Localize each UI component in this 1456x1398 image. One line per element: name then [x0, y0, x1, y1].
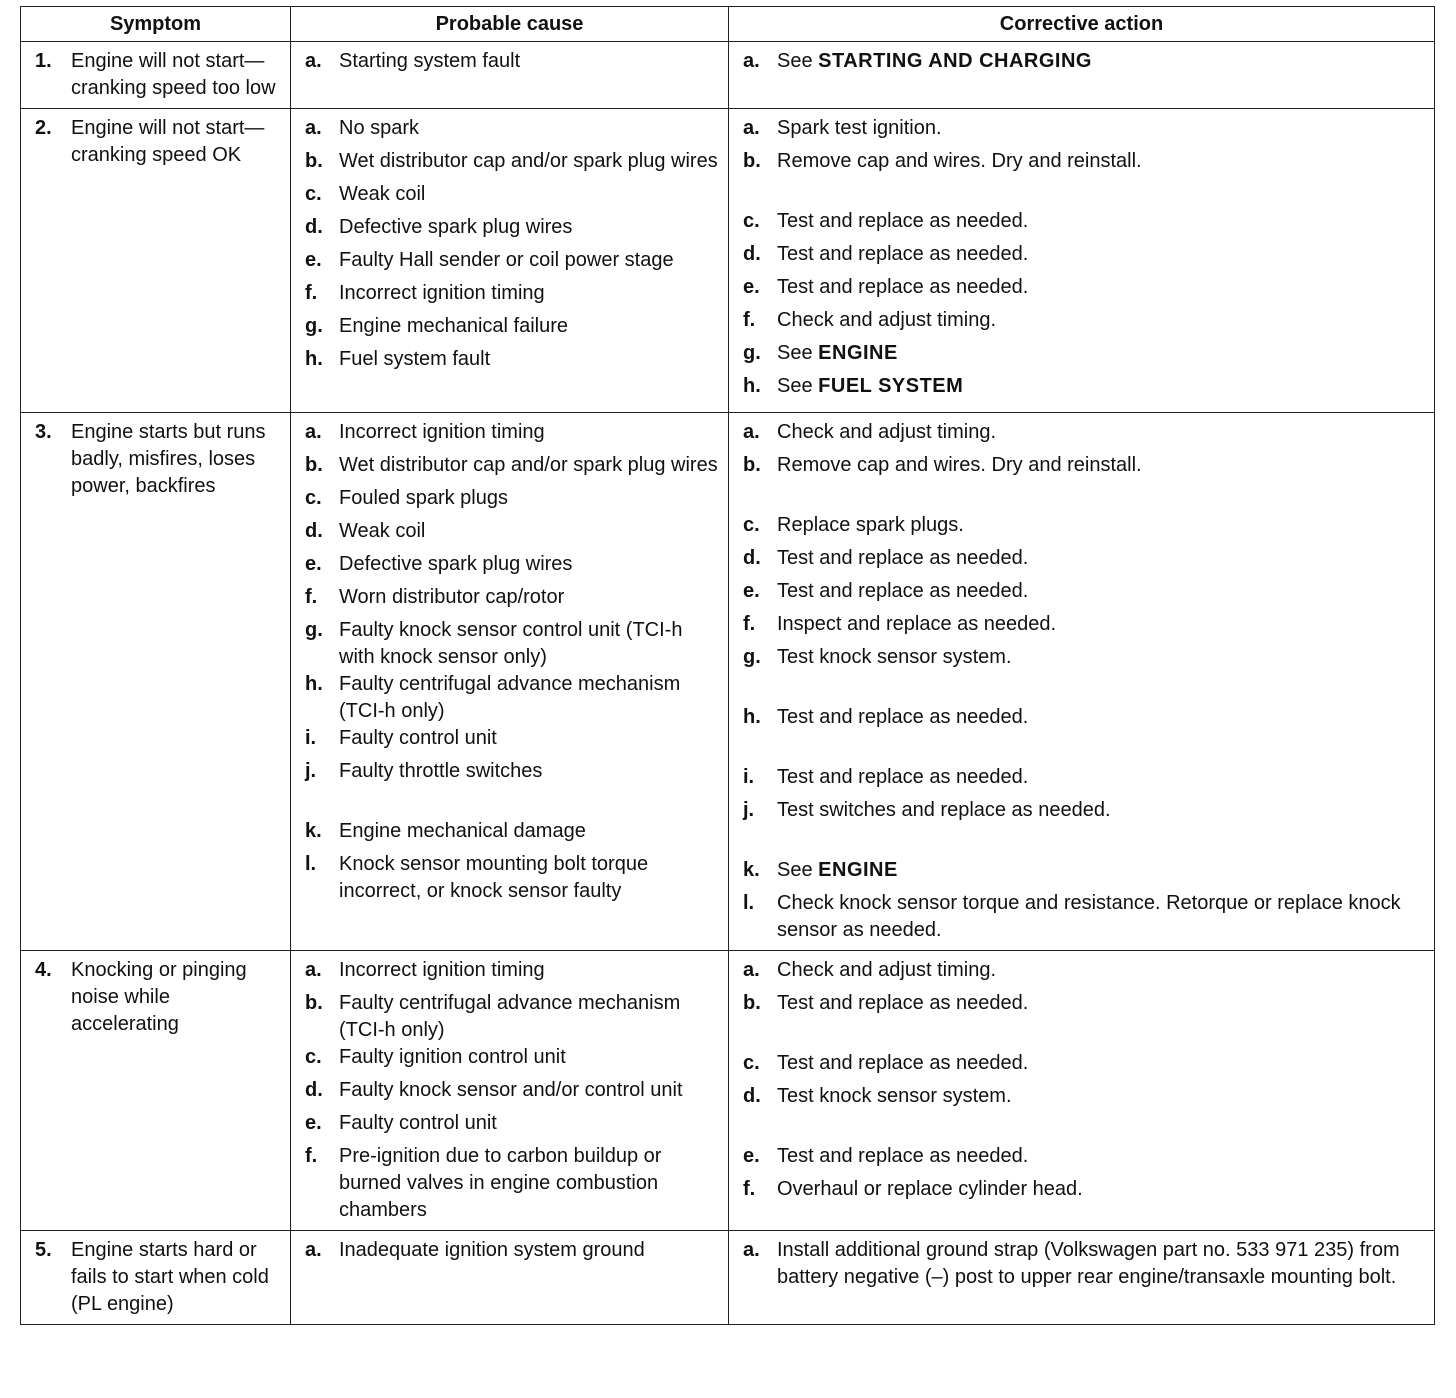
- action-item: [743, 1176, 1426, 1209]
- action-text: [777, 115, 1426, 148]
- cause-cell: [291, 413, 729, 951]
- action-letter: b.: [743, 454, 761, 476]
- action-text: [777, 1237, 1426, 1291]
- action-text: [777, 307, 1426, 340]
- symptom-text: Engine starts hard or fails to start when cold (PL engine): [71, 1239, 269, 1315]
- action-item: [743, 48, 1426, 81]
- action-text: [777, 340, 1426, 373]
- cause-cell: [291, 1231, 729, 1325]
- action-text-body: Test knock sensor system.: [777, 646, 1012, 668]
- section-reference: FUEL SYSTEM: [818, 375, 964, 397]
- symptom-cell: [21, 42, 291, 109]
- cause-text: Weak coil: [339, 183, 426, 205]
- cause-item: [305, 551, 720, 584]
- action-text: [777, 48, 1426, 81]
- action-text: [777, 241, 1426, 274]
- action-letter: d.: [743, 243, 761, 265]
- cause-letter: c.: [305, 487, 322, 509]
- table-row: [21, 109, 1435, 413]
- action-letter: b.: [743, 992, 761, 1014]
- symptom-cell: [21, 109, 291, 413]
- action-item: [743, 890, 1426, 944]
- cause-text: Faulty centrifugal advance mechanism (TCI-h only): [339, 992, 681, 1041]
- cause-letter: h.: [305, 348, 323, 370]
- symptom-cell: [21, 951, 291, 1231]
- cause-letter: d.: [305, 1079, 323, 1101]
- action-text: [777, 990, 1426, 1050]
- cause-item: [305, 617, 720, 671]
- cause-letter: j.: [305, 760, 317, 782]
- action-letter: h.: [743, 706, 761, 728]
- cause-item: [305, 1077, 720, 1110]
- action-item: [743, 545, 1426, 578]
- cause-text: Knock sensor mounting bolt torque incorrect, or knock sensor faulty: [339, 853, 649, 902]
- cause-text: Faulty centrifugal advance mechanism (TCI-h only): [339, 673, 681, 722]
- action-text-body: Remove cap and wires. Dry and reinstall.: [777, 150, 1142, 172]
- cause-letter: a.: [305, 421, 322, 443]
- action-text: [777, 704, 1426, 764]
- action-item: [743, 452, 1426, 512]
- symptom-number: 3.: [35, 421, 52, 443]
- action-letter: i.: [743, 766, 755, 788]
- cause-letter: a.: [305, 50, 322, 72]
- symptom-header: Symptom: [21, 7, 291, 42]
- action-item: [743, 274, 1426, 307]
- cause-item: [305, 957, 720, 990]
- action-item: [743, 340, 1426, 373]
- cause-item: [305, 1044, 720, 1077]
- cause-item: [305, 671, 720, 725]
- action-item: [743, 578, 1426, 611]
- cause-letter: a.: [305, 959, 322, 981]
- cause-text: Faulty Hall sender or coil power stage: [339, 249, 674, 271]
- cause-letter: f.: [305, 282, 318, 304]
- cause-item: [305, 452, 720, 485]
- action-text-body: Check knock sensor torque and resistance. Retorque or replace knock sensor as needed.: [777, 892, 1401, 941]
- symptom-number: 5.: [35, 1239, 52, 1261]
- action-item: [743, 208, 1426, 241]
- action-letter: c.: [743, 210, 760, 232]
- action-item: [743, 373, 1426, 406]
- cause-item: [305, 115, 720, 148]
- cause-text: Wet distributor cap and/or spark plug wires: [339, 150, 718, 172]
- section-reference: ENGINE: [818, 859, 898, 881]
- cause-text: Defective spark plug wires: [339, 216, 573, 238]
- cause-letter: b.: [305, 454, 323, 476]
- action-letter: a.: [743, 1239, 760, 1261]
- action-text: [777, 578, 1426, 611]
- action-item: [743, 857, 1426, 890]
- action-item: [743, 704, 1426, 764]
- action-letter: f.: [743, 613, 756, 635]
- cause-text: Starting system fault: [339, 50, 521, 72]
- action-item: [743, 512, 1426, 545]
- action-letter: c.: [743, 514, 760, 536]
- cause-cell: [291, 42, 729, 109]
- cause-item: [305, 419, 720, 452]
- cause-text: Faulty control unit: [339, 1112, 497, 1134]
- cause-item: [305, 346, 720, 379]
- cause-letter: b.: [305, 150, 323, 172]
- action-text: [777, 644, 1426, 704]
- action-text: [777, 419, 1426, 452]
- action-letter: e.: [743, 580, 760, 602]
- action-text-body: Test and replace as needed.: [777, 243, 1029, 265]
- cause-item: [305, 48, 720, 81]
- cause-text: Faulty knock sensor and/or control unit: [339, 1079, 683, 1101]
- cause-text: Faulty throttle switches: [339, 760, 543, 782]
- action-text-body: Remove cap and wires. Dry and reinstall.: [777, 454, 1142, 476]
- action-text-body: See: [777, 342, 819, 364]
- section-reference: ENGINE: [818, 342, 898, 364]
- action-text-body: Test and replace as needed.: [777, 1052, 1029, 1074]
- action-letter: c.: [743, 1052, 760, 1074]
- action-text: [777, 1050, 1426, 1083]
- action-text: [777, 512, 1426, 545]
- action-text-body: Test and replace as needed.: [777, 1145, 1029, 1167]
- action-item: [743, 990, 1426, 1050]
- cause-letter: d.: [305, 216, 323, 238]
- cause-letter: f.: [305, 1145, 318, 1167]
- action-item: [743, 148, 1426, 208]
- action-item: [743, 1083, 1426, 1143]
- probable-cause-header: Probable cause: [291, 7, 729, 42]
- action-item: [743, 1143, 1426, 1176]
- action-text-body: Check and adjust timing.: [777, 959, 997, 981]
- cause-text: Weak coil: [339, 520, 426, 542]
- action-text: [777, 545, 1426, 578]
- symptom-text: Engine will not start—cranking speed OK: [71, 117, 265, 166]
- action-text: [777, 797, 1426, 857]
- cause-letter: e.: [305, 249, 322, 271]
- action-text: [777, 452, 1426, 512]
- cause-item: [305, 485, 720, 518]
- action-text: [777, 611, 1426, 644]
- cause-text: Faulty control unit: [339, 727, 497, 749]
- action-item: [743, 419, 1426, 452]
- table-row: [21, 42, 1435, 109]
- cause-item: [305, 181, 720, 214]
- action-text-body: Test switches and replace as needed.: [777, 799, 1111, 821]
- cause-text: Faulty knock sensor control unit (TCI-h with knock sensor only): [339, 619, 683, 668]
- cause-letter: i.: [305, 727, 317, 749]
- action-cell: [729, 1231, 1435, 1325]
- action-text-body: See: [777, 859, 819, 881]
- cause-text: Fouled spark plugs: [339, 487, 508, 509]
- action-text-body: Check and adjust timing.: [777, 309, 997, 331]
- action-text: [777, 857, 1426, 890]
- action-item: [743, 611, 1426, 644]
- action-letter: f.: [743, 1178, 756, 1200]
- action-item: [743, 241, 1426, 274]
- action-text-body: Install additional ground strap (Volkswagen part no. 533 971 235) from battery negative (–) post to upper rear engine/transaxle mounting bolt.: [777, 1239, 1400, 1288]
- cause-text: Incorrect ignition timing: [339, 421, 545, 443]
- action-text: [777, 957, 1426, 990]
- cause-item: [305, 247, 720, 280]
- action-item: [743, 1237, 1426, 1291]
- cause-text: Faulty ignition control unit: [339, 1046, 566, 1068]
- symptom-cell: [21, 1231, 291, 1325]
- action-cell: [729, 109, 1435, 413]
- symptom-number: 2.: [35, 117, 52, 139]
- action-letter: e.: [743, 276, 760, 298]
- action-text-body: Test and replace as needed.: [777, 547, 1029, 569]
- action-text: [777, 373, 1426, 406]
- action-cell: [729, 413, 1435, 951]
- cause-text: Incorrect ignition timing: [339, 959, 545, 981]
- action-text: [777, 274, 1426, 307]
- symptom-text: Knocking or pinging noise while accelerating: [71, 959, 247, 1035]
- action-letter: g.: [743, 646, 761, 668]
- action-item: [743, 764, 1426, 797]
- cause-item: [305, 818, 720, 851]
- cause-item: [305, 313, 720, 346]
- cause-letter: d.: [305, 520, 323, 542]
- cause-item: [305, 518, 720, 551]
- action-text-body: Test and replace as needed.: [777, 992, 1029, 1014]
- cause-letter: l.: [305, 853, 317, 875]
- action-letter: d.: [743, 547, 761, 569]
- action-item: [743, 644, 1426, 704]
- action-text-body: Test and replace as needed.: [777, 276, 1029, 298]
- cause-letter: c.: [305, 1046, 322, 1068]
- cause-letter: k.: [305, 820, 322, 842]
- action-cell: [729, 951, 1435, 1231]
- cause-letter: a.: [305, 1239, 322, 1261]
- troubleshooting-table: [20, 6, 1435, 1325]
- symptom-cell: [21, 413, 291, 951]
- cause-letter: f.: [305, 586, 318, 608]
- action-text-body: Test and replace as needed.: [777, 210, 1029, 232]
- cause-text: Incorrect ignition timing: [339, 282, 545, 304]
- action-letter: a.: [743, 117, 760, 139]
- cause-item: [305, 851, 720, 905]
- action-letter: l.: [743, 892, 755, 914]
- action-letter: f.: [743, 309, 756, 331]
- symptom-text: Engine will not start—cranking speed too low: [71, 50, 276, 99]
- cause-item: [305, 758, 720, 818]
- cause-letter: g.: [305, 619, 323, 641]
- cause-text: Engine mechanical damage: [339, 820, 586, 842]
- action-item: [743, 1050, 1426, 1083]
- cause-text: Defective spark plug wires: [339, 553, 573, 575]
- action-item: [743, 797, 1426, 857]
- action-letter: a.: [743, 959, 760, 981]
- cause-text: Fuel system fault: [339, 348, 491, 370]
- symptom-number: 4.: [35, 959, 52, 981]
- cause-letter: b.: [305, 992, 323, 1014]
- cause-item: [305, 148, 720, 181]
- cause-letter: e.: [305, 553, 322, 575]
- action-text: [777, 208, 1426, 241]
- action-cell: [729, 42, 1435, 109]
- action-text: [777, 148, 1426, 208]
- cause-letter: c.: [305, 183, 322, 205]
- action-text-body: Test and replace as needed.: [777, 706, 1029, 728]
- action-text-body: Test knock sensor system.: [777, 1085, 1012, 1107]
- action-text-body: Check and adjust timing.: [777, 421, 997, 443]
- cause-item: [305, 1237, 720, 1270]
- action-letter: b.: [743, 150, 761, 172]
- action-text: [777, 1083, 1426, 1143]
- cause-text: Pre-ignition due to carbon buildup or burned valves in engine combustion chambers: [339, 1145, 662, 1221]
- action-text: [777, 890, 1426, 944]
- cause-text: No spark: [339, 117, 420, 139]
- action-letter: a.: [743, 50, 760, 72]
- table-row: [21, 1231, 1435, 1325]
- section-reference: STARTING AND CHARGING: [818, 50, 1092, 72]
- action-text-body: Spark test ignition.: [777, 117, 942, 139]
- action-item: [743, 957, 1426, 990]
- cause-letter: a.: [305, 117, 322, 139]
- cause-letter: e.: [305, 1112, 322, 1134]
- action-text: [777, 1176, 1426, 1209]
- symptom-text: Engine starts but runs badly, misfires, loses power, backfires: [71, 421, 266, 497]
- action-letter: j.: [743, 799, 755, 821]
- table-row: [21, 413, 1435, 951]
- header-row: [21, 7, 1435, 42]
- cause-item: [305, 280, 720, 313]
- cause-cell: [291, 951, 729, 1231]
- table-row: [21, 951, 1435, 1231]
- action-text-body: See: [777, 50, 819, 72]
- corrective-action-header: Corrective action: [729, 7, 1435, 42]
- action-text-body: Test and replace as needed.: [777, 766, 1029, 788]
- cause-text: Wet distributor cap and/or spark plug wires: [339, 454, 718, 476]
- cause-cell: [291, 109, 729, 413]
- action-letter: g.: [743, 342, 761, 364]
- cause-item: [305, 1143, 720, 1224]
- action-text: [777, 764, 1426, 797]
- action-item: [743, 115, 1426, 148]
- action-text-body: Test and replace as needed.: [777, 580, 1029, 602]
- action-letter: k.: [743, 859, 760, 881]
- action-text-body: See: [777, 375, 819, 397]
- cause-item: [305, 584, 720, 617]
- table-body: [21, 42, 1435, 1325]
- action-letter: a.: [743, 421, 760, 443]
- cause-text: Inadequate ignition system ground: [339, 1239, 645, 1261]
- action-text-body: Inspect and replace as needed.: [777, 613, 1057, 635]
- action-letter: h.: [743, 375, 761, 397]
- cause-item: [305, 214, 720, 247]
- cause-letter: h.: [305, 673, 323, 695]
- action-item: [743, 307, 1426, 340]
- action-text-body: Replace spark plugs.: [777, 514, 964, 536]
- cause-letter: g.: [305, 315, 323, 337]
- action-letter: e.: [743, 1145, 760, 1167]
- action-letter: d.: [743, 1085, 761, 1107]
- action-text-body: Overhaul or replace cylinder head.: [777, 1178, 1083, 1200]
- cause-item: [305, 1110, 720, 1143]
- cause-text: Engine mechanical failure: [339, 315, 569, 337]
- action-text: [777, 1143, 1426, 1176]
- cause-item: [305, 990, 720, 1044]
- cause-item: [305, 725, 720, 758]
- symptom-number: 1.: [35, 50, 52, 72]
- cause-text: Worn distributor cap/rotor: [339, 586, 565, 608]
